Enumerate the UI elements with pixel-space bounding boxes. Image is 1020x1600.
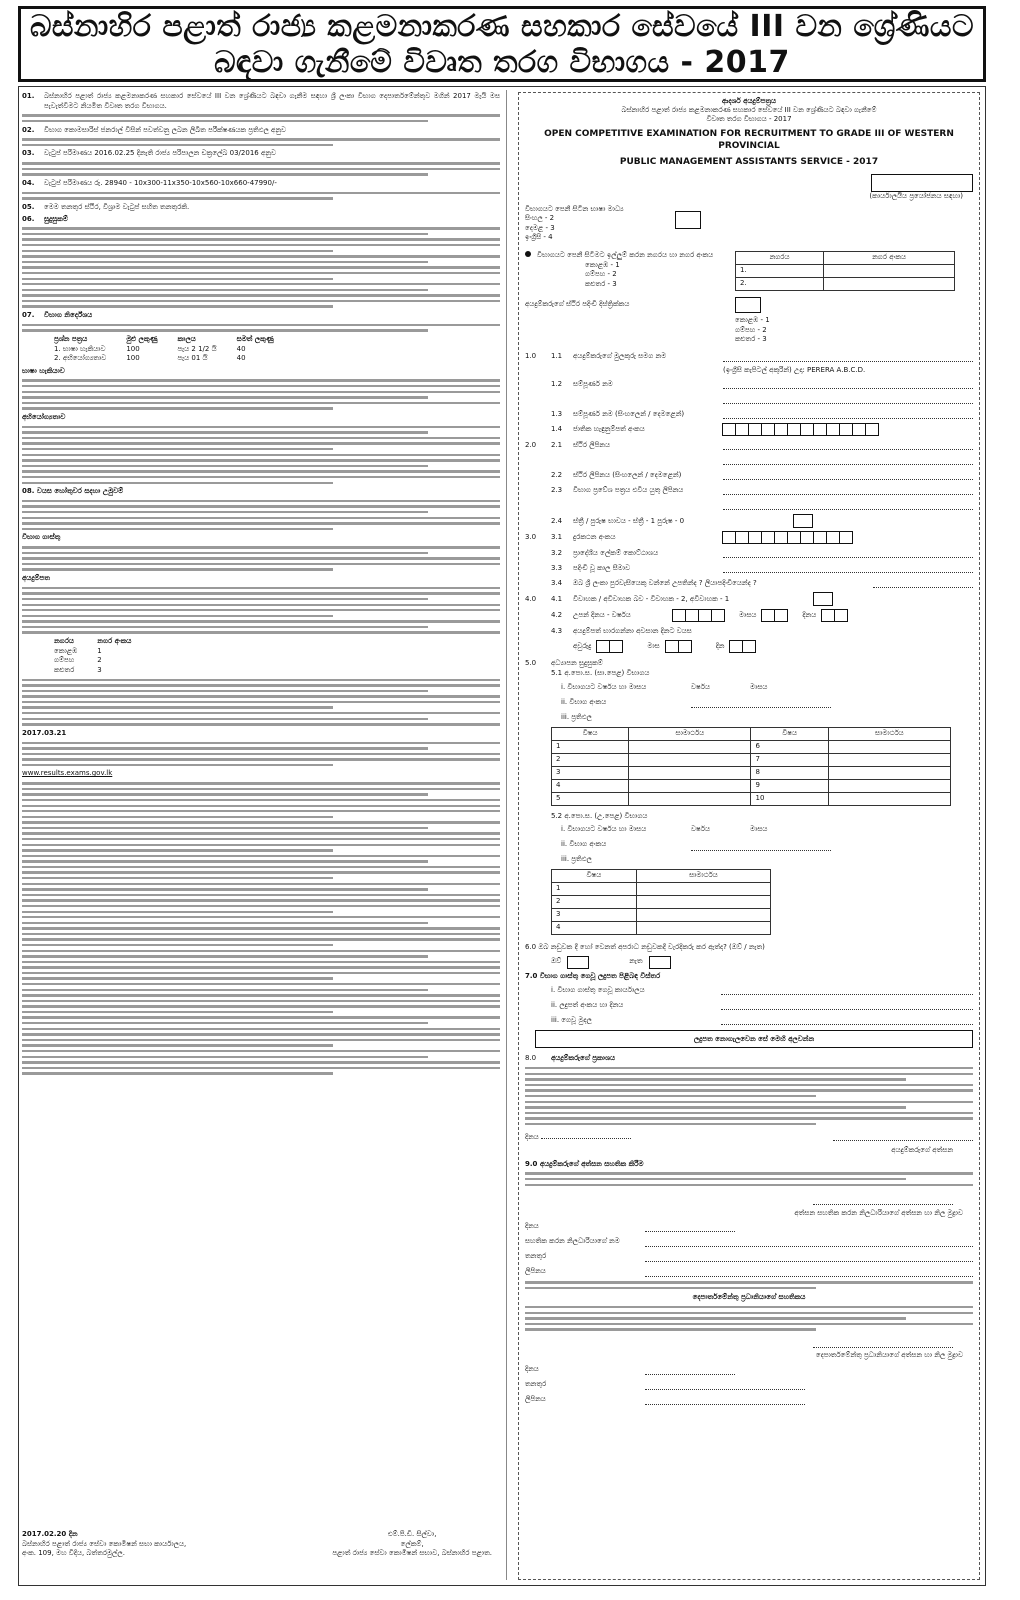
table-row: 1. භාෂා හැකියාව 100 පැය 2 1/2 යි 40	[54, 344, 246, 353]
department-head-signature-line[interactable]	[813, 1337, 953, 1348]
column-divider	[506, 90, 507, 1580]
field-name-initials: 1.0 1.1 අයදුම්කරුගේ මුලකුරු සමග නම	[525, 351, 973, 363]
signatory-name: එම්.පී.ඩී. සිල්වා,	[387, 1530, 437, 1538]
personal-details	[525, 351, 973, 654]
table-row: 2. අභියෝග්‍යතාව 100 පැය 01 යි 40	[54, 354, 246, 363]
dob-year-input[interactable]	[673, 609, 725, 622]
heading-fee: විභාග ගාස්තු	[22, 533, 61, 542]
ol-results-table: විෂය සාමාර්ථය විෂය සාමාර්ථය 1 6 2 7 3 8 4 9 5 10	[551, 727, 951, 806]
field-marital: 4.0 4.1 විවාහක / අවිවාහක බව - විවාහක - 2, අවිවාහක - 1	[525, 592, 973, 606]
section-05: 05. මෙම තනතුර ස්ථිර, විශ්‍රාම වැටුප් සහිත තනතුරකි.	[22, 202, 190, 211]
district-input[interactable]	[735, 297, 761, 313]
footer-address-2: අංක. 109, මහ විදිය, බත්තරමුල්ල.	[22, 1549, 125, 1558]
table-row[interactable]: 1 6	[552, 740, 951, 753]
certification-section: 9.0 අයදුම්කරුගේ අත්සන සහතික කිරීම අත්සන සහතික කරන නිලධාරියාගේ අත්සන හා නිල මුද්‍රාව දිනය සහතික කරන නිලධාරියාගේ නම තනතුර ලිපිනය	[525, 1160, 973, 1290]
field-full-name: 1.2 සම්පූර්ණ නම	[525, 378, 973, 390]
table-row[interactable]: 1	[552, 883, 771, 896]
field-admission-address: 2.3 විභාග ප්‍රවේශ පත්‍රය එවිය යුතු ලිපිනය	[525, 484, 973, 496]
table-row[interactable]: 2.	[736, 277, 955, 290]
name-example: (ඉංග්‍රීසි කැපිටල් අකුරින්) උදා: PERERA A.B.C.D.	[723, 365, 866, 374]
field-nic: 1.4 ජාතික හැඳුනුම්පත් අංකය	[525, 423, 973, 436]
education-section: 5.0 අධ්‍යාපන සුදුසුකම් 5.1 අ.පො.ස. (සා.පෙළ) විභාගය i. විභාගයට වර්ෂය හා මාසය වර්ෂය මාසය ii. විභාග අංකය iii. ප්‍රතිඵල විෂය සාමාර්ථය විෂය සාමාර්ථය 1 6 2 7 3 8 4 9 5 10 5.2 අ.පො.ස. (උ.පෙළ) විභාගය i. විභාගයට වර්ෂය හා මාසය වර්ෂය මාසය ii. විභාග අංකය iii. ප්‍රතිඵල විෂය සාමාර්ථය 1 2 3 4	[525, 659, 973, 935]
form-subheading-si: බස්නාහිර පළාත් රාජ්‍ය කළමනාකරණ සහකාර සේවයේ III වන ශ්‍රේණියට බඳවා ගැනීමේ	[621, 106, 877, 114]
section-07: 07. විභාග නිර්දේශය	[22, 310, 93, 319]
field-address: 2.0 2.1 ස්ථිර ලිපිනය	[525, 439, 973, 451]
form-heading-si: ආදර්ශ අයදුම්පත්‍රය	[721, 97, 777, 105]
medium-input[interactable]	[675, 211, 701, 229]
notice-column	[22, 90, 500, 1582]
dob-month-input[interactable]	[762, 609, 788, 622]
applicant-signature-line[interactable]	[833, 1130, 973, 1141]
table-row: කොළඹ 1	[54, 646, 102, 655]
form-subheading-si-2: විවෘත තරග විභාගය - 2017	[706, 115, 792, 123]
table-row: කළුතර 3	[54, 665, 102, 674]
section-06: 06. සුදුසුකම්	[22, 214, 68, 223]
closing-date: 2017.03.21	[22, 728, 67, 737]
table-row[interactable]: 2	[552, 896, 771, 909]
field-full-name-si: 1.3 සම්පූර්ණ නම (සිංහලෙන් / දෙමළෙන්)	[525, 408, 973, 420]
receipt-paste-box[interactable]: ලදුපත නොගැලවෙන සේ මෙහි අලවන්න	[535, 1030, 973, 1048]
office-use-box[interactable]	[871, 174, 973, 192]
table-row[interactable]: 4	[552, 922, 771, 935]
exam-paper-table: ප්‍රශ්න පත්‍රය මුළු ලකුණු කාලය සමත් ලකුණු 1. භාෂා හැකියාව 100 පැය 2 1/2 යි 40 2. අභියෝග්‍යතාව 100 පැය 01 යි 40	[44, 335, 284, 364]
table-row[interactable]: 4 9	[552, 779, 951, 792]
table-row: ගම්පහ 2	[54, 656, 102, 665]
heading-age: 08. වයස හෝතුවර සදහා උමුවම්	[22, 487, 124, 496]
table-row[interactable]: 1.	[736, 264, 955, 277]
city-row: විභාගයට පෙනී සිටීමට ඉල්ලුම් කරන නගරය හා නගර අංකය කොළඹ - 1 ගම්පහ - 2 කළුතර - 3 නගරය නගර අංකය 1. 2.	[525, 251, 973, 291]
nic-input[interactable]	[723, 423, 879, 436]
office-use-label: (කාර්යාලයීය ප්‍රයෝජනය සඳහා)	[869, 192, 963, 200]
receipt-section: 7.0 විභාග ගාස්තු ගෙවූ ලදුපත පිළිබඳ විස්තර i. විභාග ගාස්තු ගෙවූ කාර්යාලය ii. ලදුපත් අංකය හා දිනය iii. ගෙවූ මුදල ලදුපත නොගැලවෙන සේ මෙහි අලවන්න	[525, 972, 973, 1049]
marital-input[interactable]	[813, 592, 833, 606]
section-02: 02. විභාග කොමසාරිස් ජනරාල් විසින් පවත්වනු ලබන ලිඛිත පරීක්ෂණයක ප්‍රතිඵල අනුව	[22, 125, 287, 134]
table-row[interactable]: 3	[552, 909, 771, 922]
criminal-yes-box[interactable]	[567, 956, 589, 969]
notice-footer	[22, 1530, 492, 1559]
field-age: 4.3 අයදුම්පත් භාරගන්නා අවසාන දිනට වයස	[551, 626, 692, 635]
headline-line-2: බඳවා ගැනීමේ විවෘත තරග විභාගය - 2017	[214, 45, 790, 80]
criminal-question: 6.0 ඔබ නඩුවක දී හෝ වෙනත් අපරාධ නඩුවකදී වැරදිකරු කර ඇත්ද? (ඔව් / නැත) ඔව් නැත	[525, 943, 973, 969]
phone-input[interactable]	[723, 531, 853, 544]
signatory-org: පළාත් රාජ්‍ය සේවා කොමිෂන් සභාව, බස්නාහිර පළාත.	[332, 1549, 492, 1558]
district-row: අයදුම්කරුගේ ස්ථිර පදිංචි දිස්ත්‍රික්කය	[525, 297, 973, 313]
al-results-table: විෂය සාමාර්ථය 1 2 3 4	[551, 869, 771, 935]
medium-row: විභාගයට පෙනී සිටින භාෂා මාධ්‍ය සිංහල - 2 දෙමළ - 3 ඉංග්‍රීසි - 4	[525, 205, 973, 243]
age-inputs: අවුරුදු මාස දින	[573, 640, 973, 653]
application-form: ආදර්ශ අයදුම්පත්‍රය බස්නාහිර පළාත් රාජ්‍ය කළමනාකරණ සහකාර සේවයේ III වන ශ්‍රේණියට බඳවා ගැනීමේ විවෘත තරග විභාගය - 2017 OPEN COMPETITIVE EXAMINATION FOR RECRUITMENT TO GRADE III OF WESTERN PROVINCIAL PUBLIC MANAGEMENT ASSISTANTS SERVICE - 2017 (කාර්යාලයීය ප්‍රයෝජනය සඳහා) විභාගයට පෙනී සිටින භාෂා මාධ්‍ය සිංහල - 2 දෙමළ - 3 ඉංග්‍රීසි - 4 විභාගයට පෙනී සිටීමට ඉල්ලුම් කරන නගරය හා නගර අංකය කොළඹ - 1 ගම්පහ - 2 කළුතර - 3 නගරය නගර අංකය 1. 2. අයදුම්කරුගේ ස්ථිර පදිංචි දිස්ත්‍රික්කය කොළඹ - 1 ගම්පහ - 2 කළුතර - 3 1.0 1.1 අයදුම්කරුගේ මුලකුරු සමග නම (ඉංග්‍රීසි කැපිටල් අකුරින්) උදා: PERERA A.B.C.D. 1.2 සම්පූර්ණ නම 1.3 සම්පූර්ණ නම (සිංහලෙන් / දෙමළෙන්) 1.4 ජාතික හැඳුනුම්පත් අංකය 2.0 2.1 ස්ථිර ලිපිනය 2.2 ස්ථිර ලිපිනය (සිංහලෙන් / දෙමළෙන්) 2.3 විභාග ප්‍රවේශ පත්‍රය එවිය යුතු ලිපිනය 2.4 ස්ත්‍රී / පුරුෂ භාවය - ස්ත්‍රී - 1 පුරුෂ - 0 3.0 3.1 දුරකථන අංකය 3.2 ප්‍රාදේශීය ලේකම් කොට්ඨාශය 3.3 පදිංචි වූ කාල සීමාව 3.4 ඔබ ශ්‍රී ලංකා පුරවැසියෙකු වන්නේ උපතින්ද ? ලියාපදිංචියෙන්ද ? 4.0 4.1 විවාහක / අවිවාහක බව - විවාහක - 2, අවිවාහක - 1 4.2 උපන් දිනය - වර්ෂය මාසය දිනය 4.3 අයදුම්පත් භාරගන්නා අවසාන දිනට වයස අවුරුදු මාස දින 5.0 අධ්‍යාපන සුදුසුකම් 5.1 අ.පො.ස. (සා.පෙළ) විභාගය i. විභාගයට වර්ෂය හා මාසය වර්ෂය මාසය ii. විභාග අංකය iii. ප්‍රතිඵල විෂය සාමාර්ථය විෂය සාමාර්ථය 1 6 2 7 3 8 4 9 5 10 5.2 අ.පො.ස. (උ.පෙළ) විභාගය i. විභාගයට වර්ෂය හා මාසය වර්ෂය මාසය ii. විභාග අංකය iii. ප්‍රතිඵල විෂය සාමාර්ථය 1 2 3 4 6.0 ඔබ නඩුවක දී හෝ වෙනත් අපරාධ නඩුවකදී වැරදිකරු කර ඇත්ද? (ඔව් / නැත) ඔව් නැත 7.0 විභාග ගාස්තු ගෙවූ ලදුපත පිළිබඳ විස්තර i. විභාග ගාස්තු ගෙවූ කාර්යාලය ii. ලදුපත් අංකය හා දිනය iii. ගෙවූ මුදල ලදුපත නොගැලවෙන සේ මෙහි අලවන්න 8.0 අයදුම්කරුගේ ප්‍රකාශය දිනය අයදුම්කරුගේ අත්සන 9.0 අයදුම්කරුගේ අත්සන සහතික කිරීම අත්සන සහතික කරන නිලධාරියාගේ අත්සන හා නිල මුද්‍රාව දිනය සහතික කරන නිලධාරියාගේ නම තනතුර ලිපිනය දෙපාර්තමේන්තු ප්‍රධානියාගේ සහතිකය දෙපාර්තමේන්තු ප්‍රධානියාගේ අත්සන හා නිල මුද්‍රාව දිනය තනතුර ලිපිනය	[518, 92, 980, 1580]
field-citizenship: 3.4 ඔබ ශ්‍රී ලංකා පුරවැසියෙකු වන්නේ උපතින්ද ? ලියාපදිංචියෙන්ද ?	[525, 577, 973, 589]
criminal-no-box[interactable]	[649, 956, 671, 969]
heading-language: භාෂා හැකියාව	[22, 366, 65, 375]
section-03: 03. වැටුප් පරිමාණය 2016.02.25 දිනැති රාජ්‍ය පරිපාලන චක්‍රලේඛ 03/2016 අනුව	[22, 149, 276, 158]
field-residence-period: 3.3 පදිංචි වූ කාල සීමාව	[525, 562, 973, 574]
table-row[interactable]: 5 10	[552, 792, 951, 805]
department-head-section: දෙපාර්තමේන්තු ප්‍රධානියාගේ සහතිකය දෙපාර්තමේන්තු ප්‍රධානියාගේ අත්සන හා නිල මුද්‍රාව දිනය තනතුර ලිපිනය	[525, 1293, 973, 1406]
city-choice-table: නගරය නගර අංකය 1. 2.	[735, 251, 955, 291]
signatory-role: ලේකම්,	[400, 1539, 424, 1548]
field-ds-division: 3.2 ප්‍රාදේශීය ලේකම් කොට්ඨාශය	[525, 547, 973, 559]
heading-aptitude: අභියෝග්‍යතාව	[22, 412, 66, 421]
field-gender: 2.4 ස්ත්‍රී / පුරුෂ භාවය - ස්ත්‍රී - 1 පුරුෂ - 0	[525, 514, 973, 528]
notice-intro: 01. බස්නාහිර පළාත් රාජ්‍ය කළමනාකරණ සහකාර සේවයේ III වන ශ්‍රේණියට බඳවා ගැනීම සඳහා ශ්‍රී ලංකා විභාග දෙපාර්තමේන්තුව මගින් 2017 මැයි මස පැවැත්වීමට නියමිත විවෘත තරග විභාගය.	[22, 92, 500, 110]
field-phone: 3.0 3.1 දුරකථන අංකය	[525, 531, 973, 544]
gender-input[interactable]	[793, 514, 813, 528]
table-row[interactable]: 2 7	[552, 753, 951, 766]
certifier-signature-line[interactable]	[813, 1194, 953, 1205]
dob-day-input[interactable]	[822, 609, 848, 622]
headline-box	[18, 6, 986, 82]
table-row[interactable]: 3 8	[552, 766, 951, 779]
headline-line-1: බස්නාහිර පළාත් රාජ්‍ය කළමනාකරණ සහකාර සේවයේ III වන ශ්‍රේණියට	[29, 9, 975, 44]
footer-date: 2017.02.20 දින	[22, 1530, 78, 1538]
declaration-section: 8.0 අයදුම්කරුගේ ප්‍රකාශය දිනය අයදුම්කරුගේ අත්සන	[525, 1054, 973, 1155]
field-address-si: 2.2 ස්ථිර ලිපිනය (සිංහලෙන් / දෙමළෙන්)	[525, 469, 973, 481]
city-table: නගරය නගර අංකය කොළඹ 1 ගම්පහ 2 කළුතර 3	[44, 637, 141, 675]
heading-application: අයදුම්පත	[22, 574, 50, 582]
field-dob: 4.2 උපන් දිනය - වර්ෂය මාසය දිනය	[525, 609, 973, 622]
section-04: 04. වැටුප් පරිමාණය රු. 28940 - 10x300-11x350-10x560-10x660-47990/-	[22, 178, 277, 187]
website-link[interactable]: www.results.exams.gov.lk	[22, 769, 113, 778]
footer-address-1: බස්නාහිර පළාත් රාජ්‍ය සේවා කොමිෂන් සභා කාර්යාලය,	[22, 1539, 187, 1548]
form-title-en-2: PUBLIC MANAGEMENT ASSISTANTS SERVICE - 2017	[619, 157, 879, 167]
form-title-en-1: OPEN COMPETITIVE EXAMINATION FOR RECRUITMENT TO GRADE III OF WESTERN PROVINCIAL	[544, 129, 954, 151]
